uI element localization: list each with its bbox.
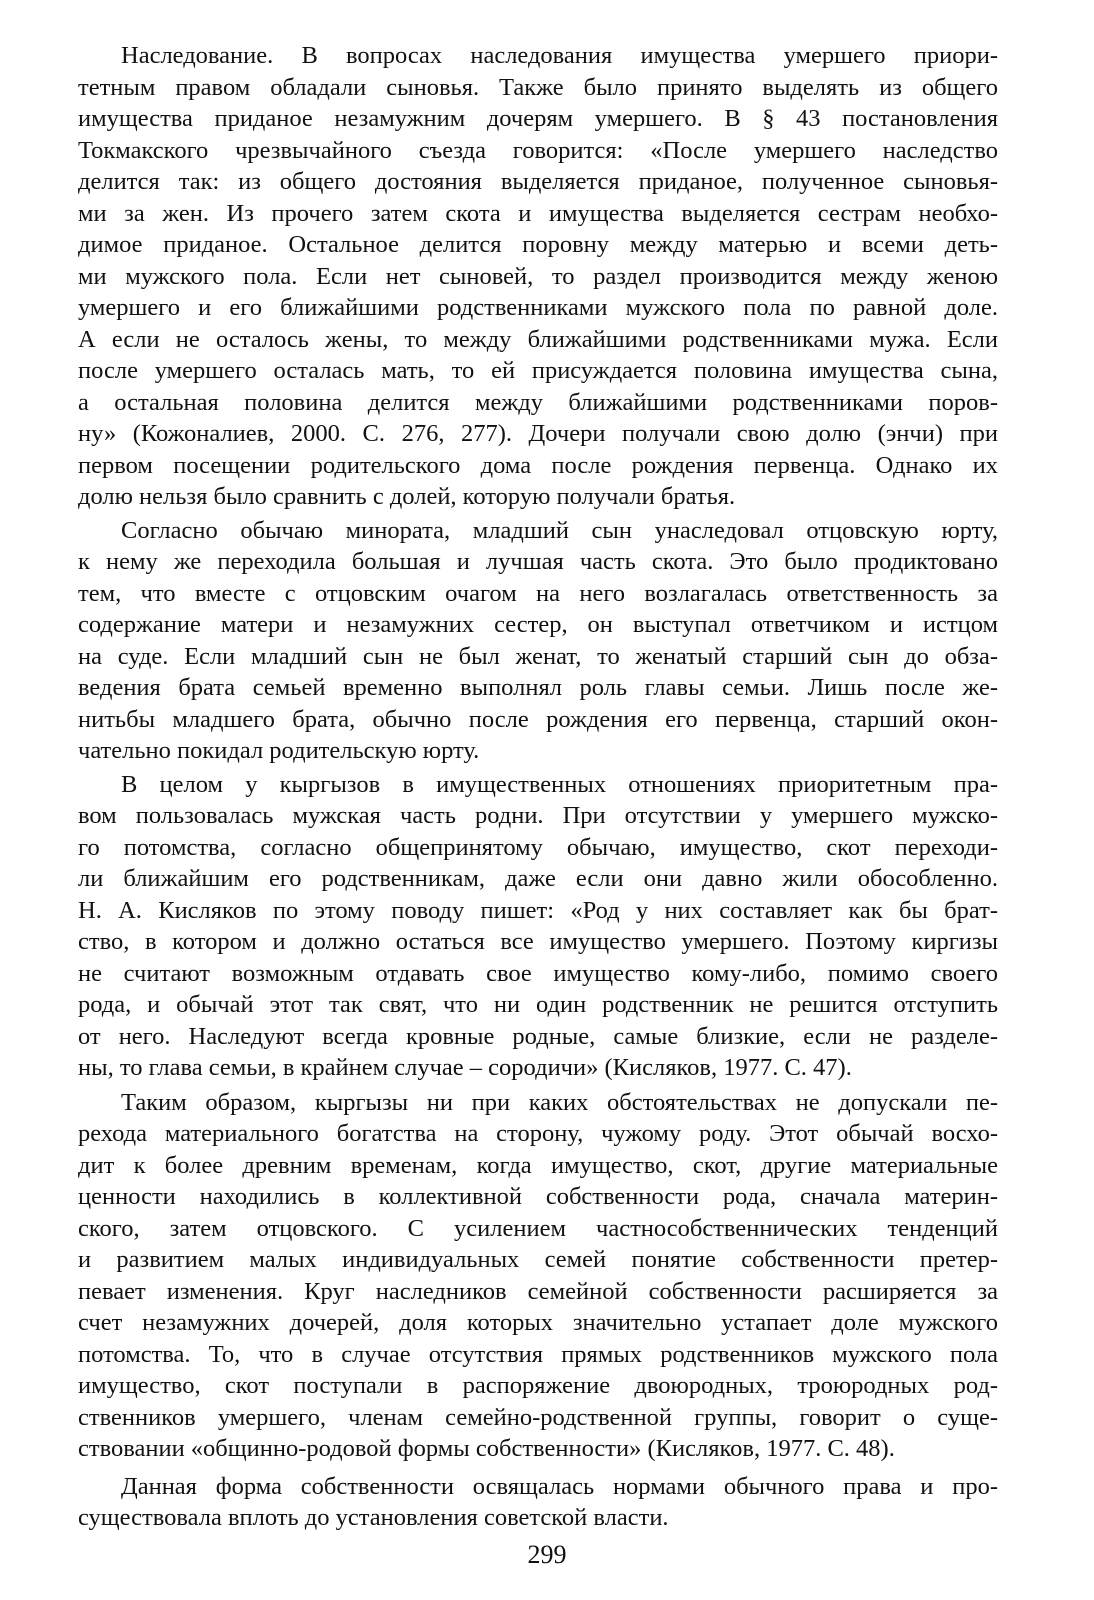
text-line: ми мужского пола. Если нет сыновей, то раздел производится между женою	[78, 262, 998, 290]
text-line: А если не осталось жены, то между ближайшими родственниками мужа. Если	[78, 325, 998, 353]
text-line: ственников умершего, членам семейно-родственной группы, говорит о суще-	[78, 1403, 998, 1431]
body-text	[78, 40, 998, 1534]
text-line: после умершего осталась мать, то ей присуждается половина имущества сына,	[78, 357, 998, 384]
text-line: долю нельзя было сравнить с долей, которую получали братья.	[78, 483, 736, 510]
text-line: ствовании «общинно-родовой формы собственности» (Кисляков, 1977. С. 48).	[78, 1435, 895, 1462]
text-line: и развитием малых индивидуальных семей понятие собственности претер-	[78, 1246, 998, 1273]
paragraph	[78, 515, 998, 767]
text-line: делится так: из общего достояния выделяется приданое, полученное сыновья-	[78, 168, 998, 195]
text-line: рода, и обычай этот так свят, что ни один родственник не решится отступить	[78, 991, 998, 1018]
text-line: В целом у кыргызов в имущественных отношениях приоритетным пра-	[121, 770, 998, 798]
text-line: певает изменения. Круг наследников семейной собственности расширяется за	[78, 1277, 998, 1305]
paragraph	[78, 1087, 998, 1465]
text-line: ценности находились в коллективной собственности рода, сначала материн-	[78, 1183, 998, 1210]
text-line: тетным правом обладали сыновья. Также было принято выделять из общего	[78, 73, 998, 101]
text-line: потомства. То, что в случае отсутствия прямых родственников мужского пола	[78, 1340, 998, 1368]
text-line: нитьбы младшего брата, обычно после рождения его первенца, старший окон-	[78, 705, 998, 733]
text-line: ли ближайшим его родственникам, даже если они давно жили обособленно.	[78, 865, 998, 892]
text-line: имущества приданое незамужним дочерям умершего. В § 43 постановления	[78, 105, 998, 132]
paragraph	[78, 40, 998, 513]
text-line: ведения брата семьей временно выполнял роль главы семьи. Лишь после же-	[78, 674, 998, 701]
page-number: 299	[527, 1540, 567, 1569]
text-line: не считают возможным отдавать свое имущество кому-либо, помимо своего	[78, 959, 998, 987]
text-line: димое приданое. Остальное делится поровну между матерью и всеми деть-	[78, 231, 998, 258]
text-line: содержание матери и незамужних сестер, он выступал ответчиком и истцом	[78, 611, 998, 638]
text-line: от него. Наследуют всегда кровные родные, самые близкие, если не разделе-	[78, 1022, 998, 1050]
text-line: ми за жен. Из прочего затем скота и имущества выделяется сестрам необхо-	[78, 199, 998, 227]
paragraph	[78, 769, 998, 1084]
text-line: Наследование. В вопросах наследования имущества умершего приори-	[121, 42, 998, 69]
text-line: имущество, скот поступали в распоряжение двоюродных, троюродных род-	[78, 1372, 998, 1399]
text-line: ство, в котором и должно остаться все имущество умершего. Поэтому киргизы	[78, 928, 998, 955]
paragraph	[78, 1471, 998, 1534]
text-line: ну» (Кожоналиев, 2000. С. 276, 277). Дочери получали свою долю (энчи) при	[78, 420, 998, 447]
text-line: Н. А. Кисляков по этому поводу пишет: «Род у них составляет как бы брат-	[78, 896, 998, 924]
text-line: существовала вплоть до установления советской власти.	[78, 1504, 669, 1531]
text-line: рехода материального богатства на сторону, чужому роду. Этот обычай восхо-	[78, 1120, 998, 1147]
text-line: тем, что вместе с отцовским очагом на него возлагалась ответственность за	[78, 579, 998, 607]
text-line: а остальная половина делится между ближайшими родственниками поров-	[78, 388, 998, 416]
text-line: Данная форма собственности освящалась нормами обычного права и про-	[121, 1472, 998, 1500]
text-line: к нему же переходила большая и лучшая часть скота. Это было продиктовано	[78, 548, 998, 575]
text-line: вом пользовалась мужская часть родни. При отсутствии у умершего мужско-	[78, 802, 998, 829]
text-line: Таким образом, кыргызы ни при каких обстоятельствах не допускали пе-	[121, 1088, 998, 1116]
text-line: ны, то глава семьи, в крайнем случае – сородичи» (Кисляков, 1977. С. 47).	[78, 1054, 852, 1081]
text-line: умершего и его ближайшими родственниками мужского пола по равной доле.	[78, 294, 998, 321]
text-line: дит к более древним временам, когда имущество, скот, другие материальные	[78, 1151, 998, 1179]
text-line: счет незамужних дочерей, доля которых значительно устапает доле мужского	[78, 1309, 998, 1336]
text-line: Согласно обычаю минората, младший сын унаследовал отцовскую юрту,	[121, 516, 998, 544]
text-line: чательно покидал родительскую юрту.	[78, 737, 480, 764]
text-line: ского, затем отцовского. С усилением частнособственнических тенденций	[78, 1214, 998, 1242]
text-line: го потомства, согласно общепринятому обычаю, имущество, скот переходи-	[78, 833, 998, 861]
text-line: на суде. Если младший сын не был женат, то женатый старший сын до обза-	[78, 642, 998, 670]
text-line: первом посещении родительского дома после рождения первенца. Однако их	[78, 451, 998, 479]
text-line: Токмакского чрезвычайного съезда говорится: «После умершего наследство	[78, 136, 998, 164]
